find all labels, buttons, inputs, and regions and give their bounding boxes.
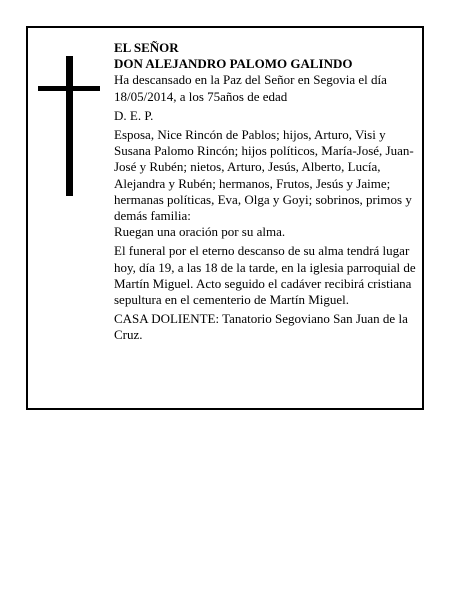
mourning-house: CASA DOLIENTE: Tanatorio Segoviano San Juan de la Cruz. xyxy=(114,311,408,343)
cross-vertical-bar xyxy=(66,56,73,196)
obituary-text xyxy=(114,40,416,344)
prayer-request: Ruegan una oración por su alma. xyxy=(114,224,286,240)
funeral-details: El funeral por el eterno descanso de su alma tendrá lugar hoy, día 19, a las 18 de la tarde, en la iglesia parroquial de Martín Miguel. Acto seguido el cadáver recibirá cristiana sepultura en el cementerio de Martín Miguel. xyxy=(114,243,416,308)
dep-abbreviation: D. E. P. xyxy=(114,107,154,123)
rest-statement: Ha descansado en la Paz del Señor en Segovia el día 18/05/2014, a los 75años de edad xyxy=(114,72,387,104)
deceased-name: DON ALEJANDRO PALOMO GALINDO xyxy=(114,56,353,72)
notice-title: EL SEÑOR xyxy=(114,40,179,55)
cross-horizontal-bar xyxy=(38,86,100,91)
family-list: Esposa, Nice Rincón de Pablos; hijos, Arturo, Visi y Susana Palomo Rincón; hijos políticos, María-José, Juan-José y Rubén; nietos, Arturo, Jesús, Alberto, Lucía, Alejandra y Rubén; hermanos, Frutos, Jesús y Jaime; hermanas políticas, Eva, Olga y Goyi; sobrinos, primos y demás familia: xyxy=(114,127,414,224)
obituary-notice xyxy=(26,26,424,410)
